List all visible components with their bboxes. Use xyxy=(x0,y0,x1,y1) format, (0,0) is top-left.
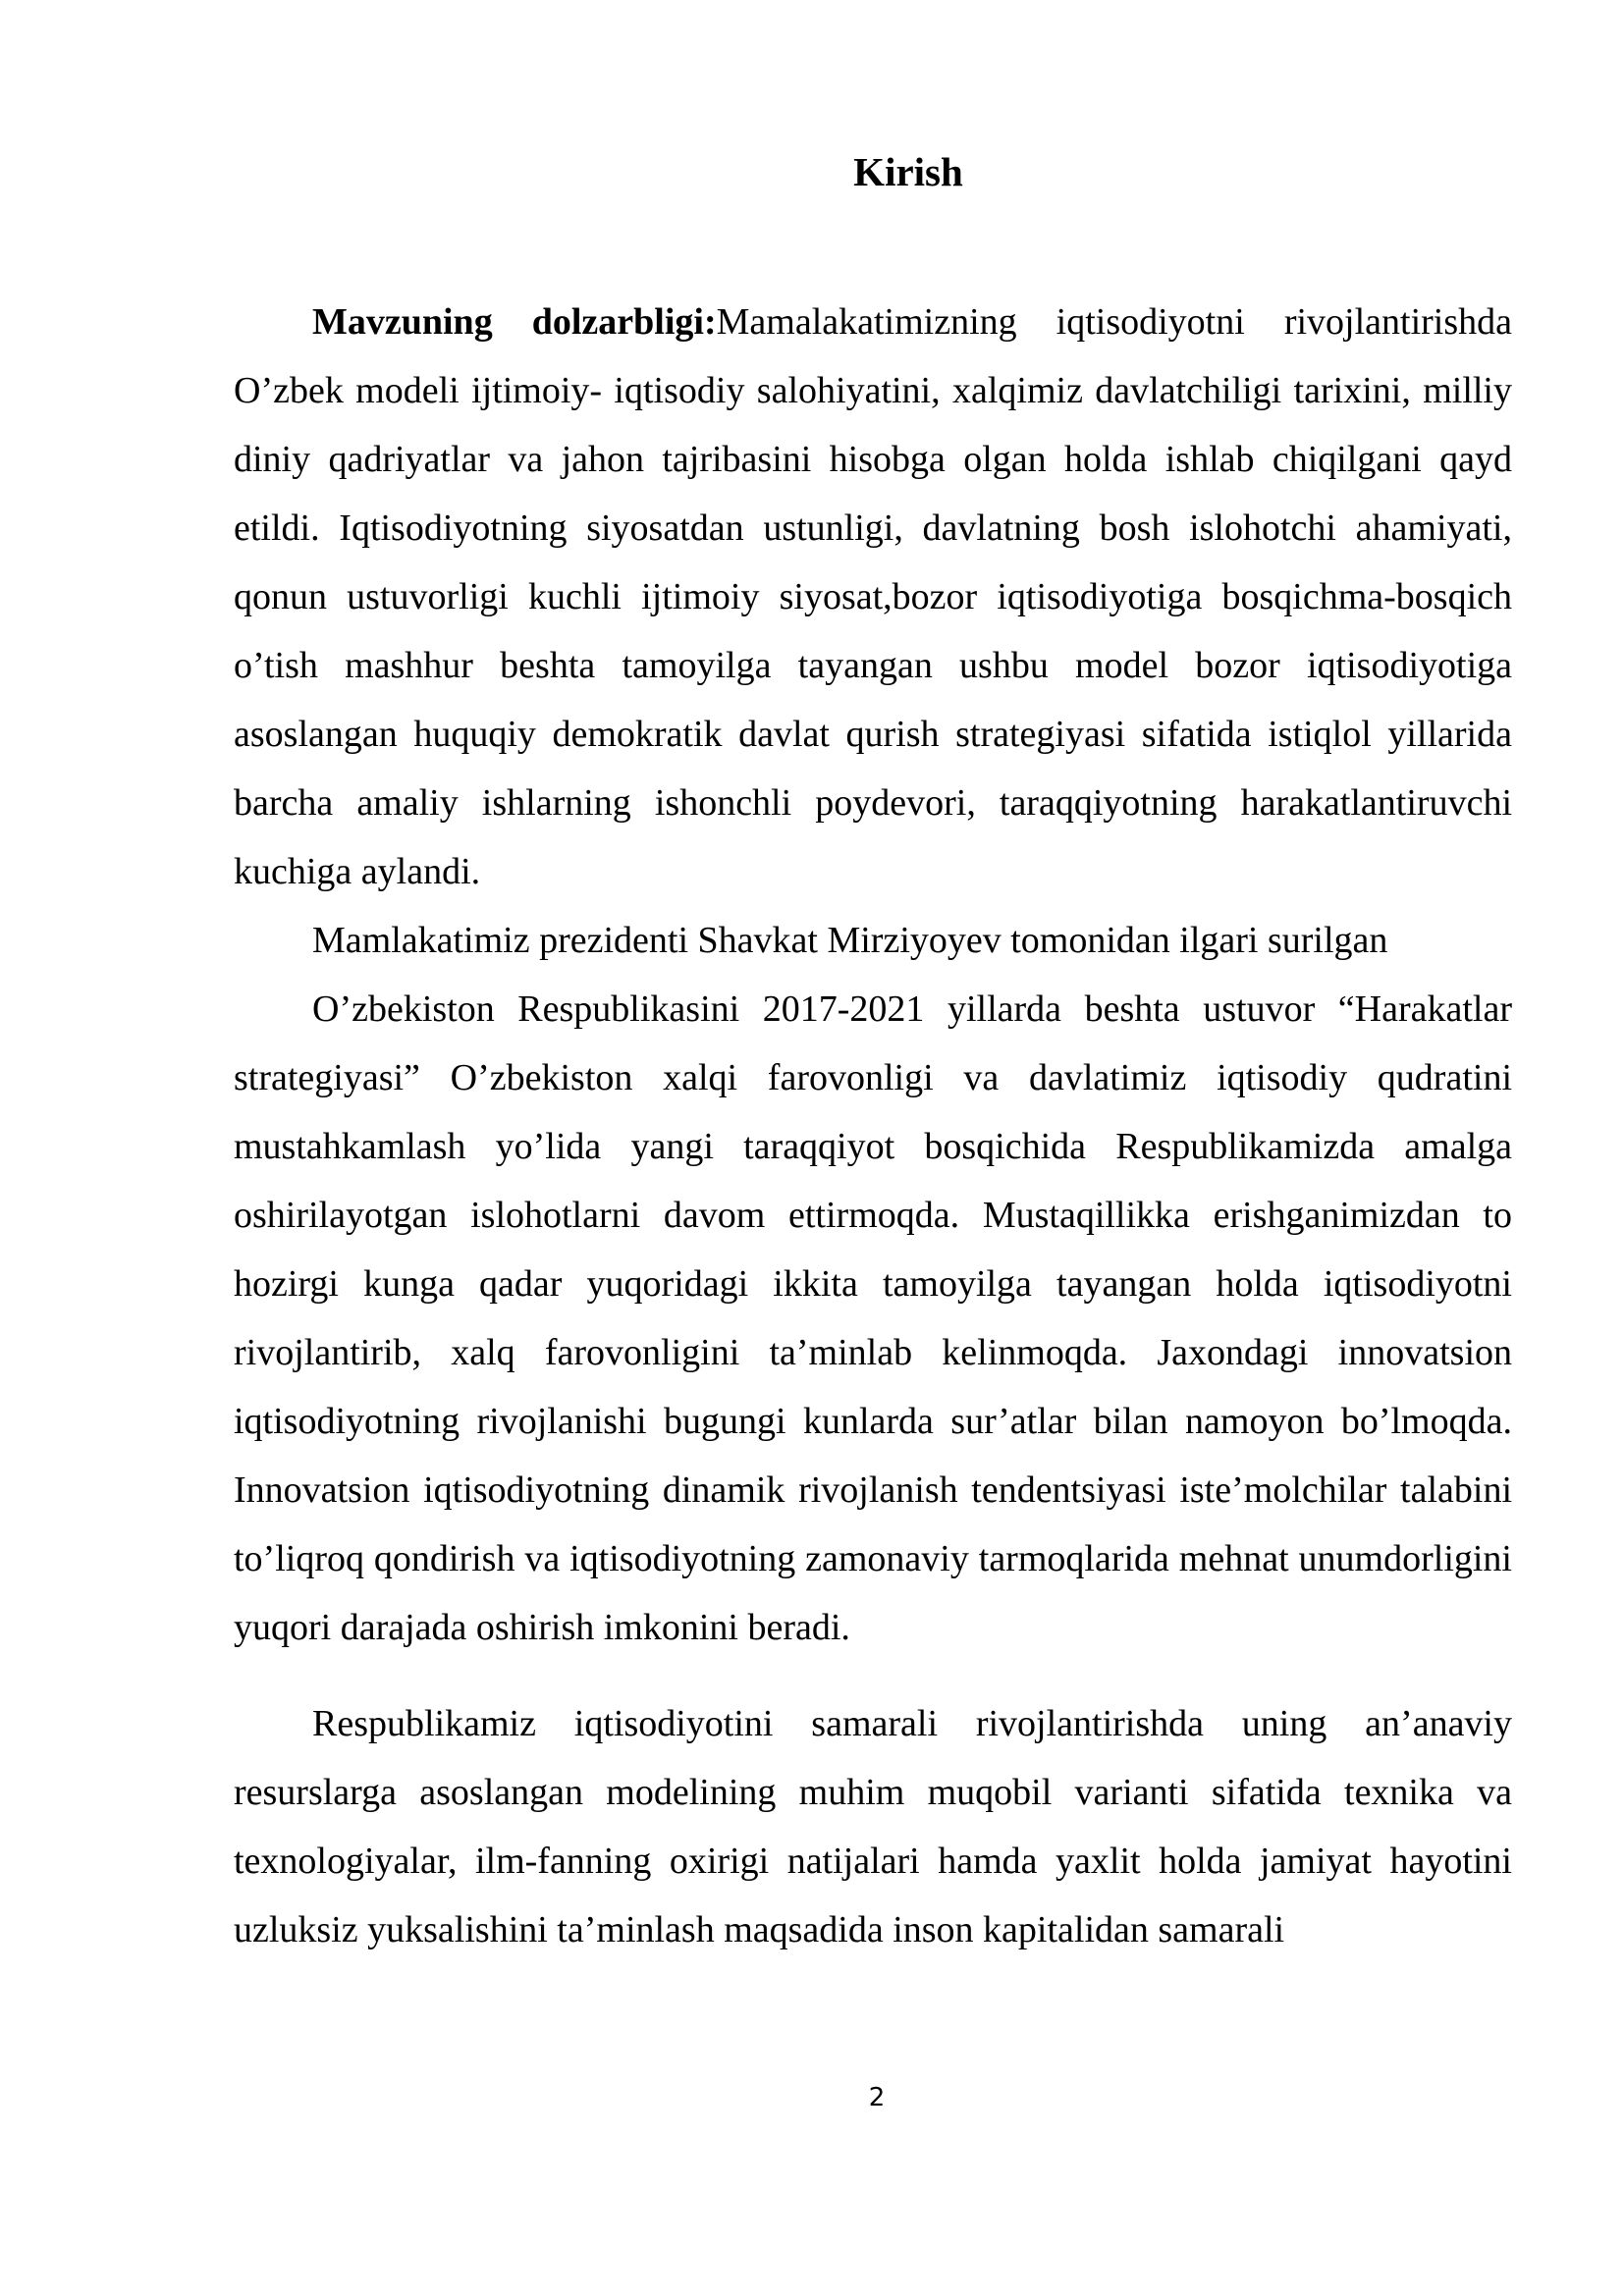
paragraph-text: Mamalakatimizning iqtisodiyotni rivojlantirishda O’zbek modeli ijtimoiy- iqtisodiy salohiyatini, xalqimiz davlatchiligi tarixini, milliy diniy qadriyatlar va jahon tajribasini hisobga olgan holda ishlab chiqilgani qayd etildi. Iqtisodiyotning siyosatdan ustunligi, davlatning bosh islohotchi ahamiyati, qonun ustuvorligi kuchli ijtimoiy siyosat,bozor iqtisodiyotiga bosqichma-bosqich o’tish mashhur beshta tamoyilga tayangan ushbu model bozor iqtisodiyotiga asoslangan huquqiy demokratik davlat qurish strategiyasi sifatida istiqlol yillarida barcha amaliy ishlarning ishonchli poydevori, taraqqiyotning harakatlantiruvchi kuchiga aylandi. xyxy=(234,301,1512,892)
paragraph-republic: Respublikamiz iqtisodiyotini samarali rivojlantirishda uning an’anaviy resurslarga asoslangan modelining muhim muqobil varianti sifatida texnika va texnologiyalar, ilm-fanning oxirigi natijalari hamda yaxlit holda jamiyat hayotini uzluksiz yuksalishini ta’minlash maqsadida inson kapitalidan samarali xyxy=(234,1703,1512,1950)
paragraph-lead: Mavzuning dolzarbligi: xyxy=(312,301,717,343)
page-number: 2 xyxy=(868,2083,886,2112)
paragraph-relevance xyxy=(234,288,1512,906)
paragraph-strategy: O’zbekiston Respublikasini 2017-2021 yillarda beshta ustuvor “Harakatlar strategiyasi” O’zbekiston xalqi farovonligi va davlatimiz iqtisodiy qudratini mustahkamlash yo’lida yangi taraqqiyot bosqichida Respublikamizda amalga oshirilayotgan islohotlarni davom ettirmoqda. Mustaqillikka erishganimizdan to hozirgi kunga qadar yuqoridagi ikkita tamoyilga tayangan holda iqtisodiyotni rivojlantirib, xalq farovonligini ta’minlab kelinmoqda. Jaxondagi innovatsion iqtisodiyotning rivojlanishi bugungi kunlarda sur’atlar bilan namoyon bo’lmoqda. Innovatsion iqtisodiyotning dinamik rivojlanish tendentsiyasi iste’molchilar talabini to’liqroq qondirish va iqtisodiyotning zamonaviy tarmoqlarida mehnat unumdorligini yuqori darajada oshirish imkonini beradi. xyxy=(234,988,1512,1648)
document-body xyxy=(234,288,1512,1964)
section-title: Kirish xyxy=(853,149,963,194)
paragraph-president: Mamlakatimiz prezidenti Shavkat Mirziyoyev tomonidan ilgari surilgan xyxy=(312,920,1388,961)
